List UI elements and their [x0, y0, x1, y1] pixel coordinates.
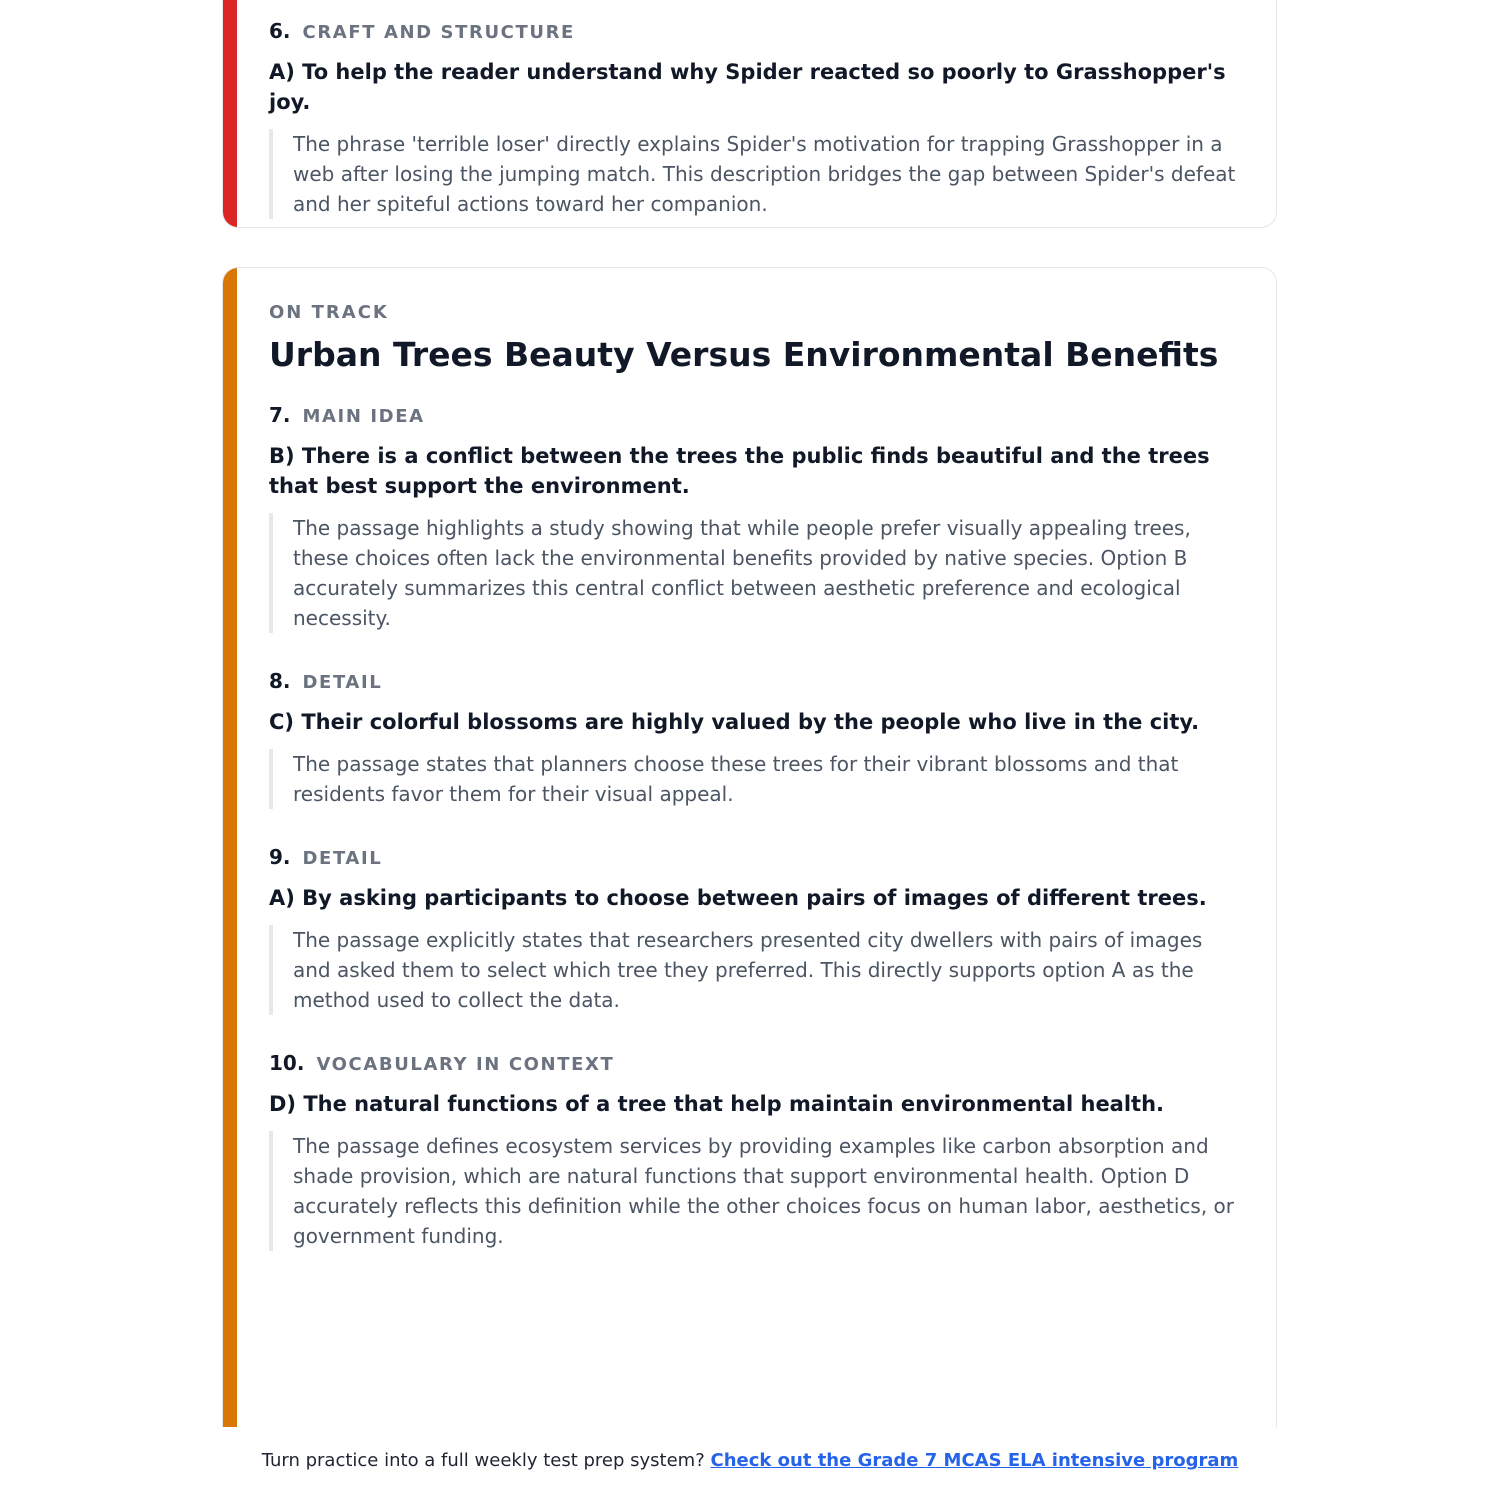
footer-promo — [0, 1450, 1500, 1471]
question-header — [269, 669, 1246, 693]
question-number: 7. — [269, 403, 291, 427]
question-header — [269, 403, 1246, 427]
question-category: DETAIL — [302, 672, 383, 693]
answer-explanation: The passage defines ecosystem services by providing examples like carbon absorption and shade provision, which are natural functions that support environmental health. Option D accurately reflects this definition while the other choices focus on human labor, aesthetics, or government funding. — [269, 1131, 1246, 1251]
answer-explanation: The passage highlights a study showing that while people prefer visually appealing trees, these choices often lack the environmental benefits provided by native species. Option B accurately summarizes this central conflict between aesthetic preference and ecological necessity. — [269, 513, 1246, 633]
card-accent-bar-orange — [223, 268, 237, 1427]
answer-explanation: The passage explicitly states that researchers presented city dwellers with pairs of images and asked them to select which tree they preferred. This directly supports option A as the method used to collect the data. — [269, 925, 1246, 1015]
passage-title: Urban Trees Beauty Versus Environmental Benefits — [269, 335, 1219, 374]
question-header — [269, 19, 1246, 43]
result-card-passage — [222, 267, 1277, 1427]
question-number: 8. — [269, 669, 291, 693]
question-category: CRAFT AND STRUCTURE — [302, 22, 575, 43]
footer-text: Turn practice into a full weekly test prep system? — [261, 1450, 711, 1471]
question-block — [269, 403, 1246, 633]
question-block — [269, 19, 1246, 219]
question-category: VOCABULARY IN CONTEXT — [316, 1054, 615, 1075]
question-block — [269, 845, 1246, 1015]
correct-answer: A) By asking participants to choose between pairs of images of different trees. — [269, 886, 1207, 910]
question-header — [269, 1051, 1246, 1075]
card-accent-bar-red — [223, 0, 237, 227]
question-category: DETAIL — [302, 848, 383, 869]
correct-answer: B) There is a conflict between the trees the public finds beautiful and the trees that best support the environment. — [269, 444, 1210, 498]
question-block — [269, 669, 1246, 809]
question-block — [269, 1051, 1246, 1251]
correct-answer: A) To help the reader understand why Spider reacted so poorly to Grasshopper's joy. — [269, 60, 1226, 114]
question-category: MAIN IDEA — [302, 406, 425, 427]
correct-answer: C) Their colorful blossoms are highly valued by the people who live in the city. — [269, 710, 1200, 734]
intensive-program-link[interactable]: Check out the Grade 7 MCAS ELA intensive program — [710, 1450, 1239, 1471]
answer-explanation: The passage states that planners choose these trees for their vibrant blossoms and that residents favor them for their visual appeal. — [269, 749, 1246, 809]
question-number: 10. — [269, 1051, 305, 1075]
answer-explanation: The phrase 'terrible loser' directly explains Spider's motivation for trapping Grasshopper in a web after losing the jumping match. This description bridges the gap between Spider's defeat and her spiteful actions toward her companion. — [269, 129, 1246, 219]
status-label: ON TRACK — [269, 302, 389, 323]
question-number: 9. — [269, 845, 291, 869]
question-number: 6. — [269, 19, 291, 43]
result-card-previous — [222, 0, 1277, 228]
question-header — [269, 845, 1246, 869]
correct-answer: D) The natural functions of a tree that help maintain environmental health. — [269, 1092, 1165, 1116]
